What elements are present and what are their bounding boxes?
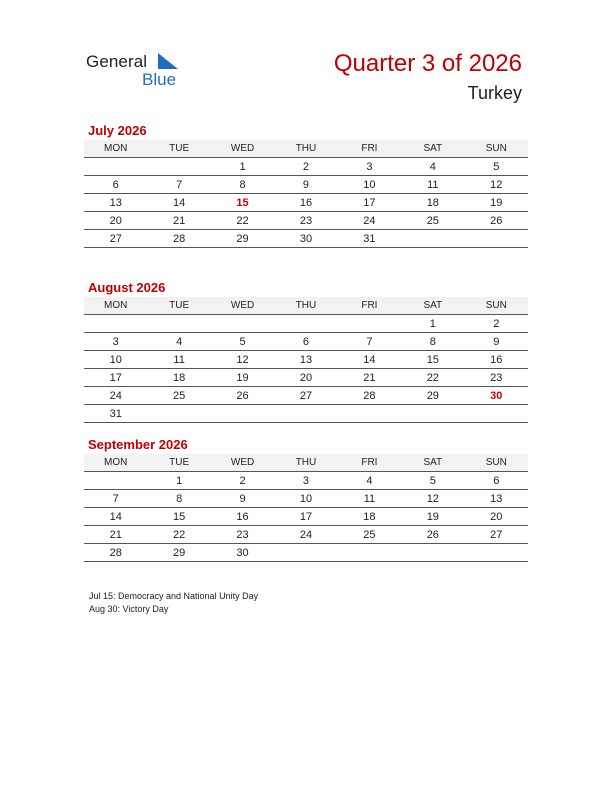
day-cell: 13 xyxy=(84,194,147,212)
day-cell: 11 xyxy=(338,490,401,508)
day-cell: 6 xyxy=(274,333,337,351)
day-cell: 12 xyxy=(401,490,464,508)
day-cell xyxy=(211,405,274,423)
day-cell: 27 xyxy=(465,526,528,544)
day-cell: 19 xyxy=(401,508,464,526)
day-cell: 19 xyxy=(465,194,528,212)
day-cell xyxy=(338,405,401,423)
week-row xyxy=(84,369,528,387)
day-cell: 30 xyxy=(274,230,337,248)
day-cell: 21 xyxy=(84,526,147,544)
day-cell xyxy=(84,472,147,490)
day-cell: 8 xyxy=(147,490,210,508)
day-cell: 5 xyxy=(465,158,528,176)
day-cell: 24 xyxy=(274,526,337,544)
day-cell: 31 xyxy=(84,405,147,423)
month-august xyxy=(84,279,528,423)
day-cell xyxy=(147,315,210,333)
day-cell: 7 xyxy=(147,176,210,194)
logo xyxy=(86,50,186,90)
day-cell: 1 xyxy=(211,158,274,176)
week-row xyxy=(84,158,528,176)
day-cell: 27 xyxy=(274,387,337,405)
day-cell: 22 xyxy=(401,369,464,387)
weekday-header: SAT xyxy=(401,454,464,472)
weekday-header: SUN xyxy=(465,454,528,472)
day-cell: 11 xyxy=(147,351,210,369)
day-cell: 13 xyxy=(274,351,337,369)
day-cell: 9 xyxy=(211,490,274,508)
calendar-grid xyxy=(84,454,528,562)
day-cell: 25 xyxy=(147,387,210,405)
weekday-header: SAT xyxy=(401,297,464,315)
day-cell: 20 xyxy=(274,369,337,387)
day-cell: 29 xyxy=(211,230,274,248)
day-cell: 17 xyxy=(338,194,401,212)
day-cell: 3 xyxy=(84,333,147,351)
week-row xyxy=(84,490,528,508)
week-row xyxy=(84,333,528,351)
holiday-note: Jul 15: Democracy and National Unity Day xyxy=(89,591,259,601)
day-cell: 24 xyxy=(338,212,401,230)
day-cell: 20 xyxy=(465,508,528,526)
weekday-header: SUN xyxy=(465,140,528,158)
day-cell xyxy=(465,544,528,562)
day-cell xyxy=(274,315,337,333)
day-cell: 26 xyxy=(401,526,464,544)
day-cell: 29 xyxy=(401,387,464,405)
calendar-grid xyxy=(84,297,528,423)
day-cell xyxy=(338,315,401,333)
day-cell: 23 xyxy=(211,526,274,544)
day-cell xyxy=(84,158,147,176)
day-cell: 25 xyxy=(401,212,464,230)
day-cell: 6 xyxy=(465,472,528,490)
month-title: September 2026 xyxy=(88,437,188,452)
logo-general-text: General xyxy=(86,52,148,71)
day-cell xyxy=(147,405,210,423)
day-cell: 14 xyxy=(84,508,147,526)
weekday-header: SAT xyxy=(401,140,464,158)
day-cell: 11 xyxy=(401,176,464,194)
day-cell: 16 xyxy=(211,508,274,526)
day-cell: 16 xyxy=(465,351,528,369)
week-row xyxy=(84,212,528,230)
weekday-header: FRI xyxy=(338,297,401,315)
day-cell: 15 xyxy=(401,351,464,369)
day-cell: 1 xyxy=(147,472,210,490)
day-cell: 28 xyxy=(147,230,210,248)
day-cell xyxy=(147,158,210,176)
day-cell: 6 xyxy=(84,176,147,194)
week-row xyxy=(84,508,528,526)
day-cell: 30 xyxy=(465,387,528,405)
day-cell: 21 xyxy=(147,212,210,230)
day-cell: 15 xyxy=(211,194,274,212)
day-cell: 12 xyxy=(465,176,528,194)
day-cell: 18 xyxy=(147,369,210,387)
week-row xyxy=(84,230,528,248)
week-row xyxy=(84,315,528,333)
weekday-header: FRI xyxy=(338,140,401,158)
week-row xyxy=(84,387,528,405)
day-cell xyxy=(211,315,274,333)
day-cell: 9 xyxy=(465,333,528,351)
day-cell: 14 xyxy=(147,194,210,212)
day-cell: 18 xyxy=(338,508,401,526)
day-cell: 2 xyxy=(211,472,274,490)
day-cell: 31 xyxy=(338,230,401,248)
day-cell: 23 xyxy=(465,369,528,387)
day-cell: 7 xyxy=(338,333,401,351)
weekday-header: TUE xyxy=(147,454,210,472)
day-cell: 30 xyxy=(211,544,274,562)
weekday-header: SUN xyxy=(465,297,528,315)
day-cell: 2 xyxy=(465,315,528,333)
weekday-header: WED xyxy=(211,140,274,158)
week-row xyxy=(84,526,528,544)
day-cell xyxy=(401,230,464,248)
month-july xyxy=(84,122,528,248)
weekday-header: MON xyxy=(84,454,147,472)
day-cell xyxy=(338,544,401,562)
day-cell: 24 xyxy=(84,387,147,405)
day-cell: 10 xyxy=(274,490,337,508)
day-cell: 22 xyxy=(211,212,274,230)
day-cell: 22 xyxy=(147,526,210,544)
day-cell: 18 xyxy=(401,194,464,212)
day-cell: 29 xyxy=(147,544,210,562)
weekday-header: WED xyxy=(211,454,274,472)
quarter-title: Quarter 3 of 2026 xyxy=(333,50,522,77)
day-cell xyxy=(274,544,337,562)
weekday-header: FRI xyxy=(338,454,401,472)
day-cell xyxy=(465,230,528,248)
day-cell: 21 xyxy=(338,369,401,387)
day-cell: 8 xyxy=(401,333,464,351)
day-cell: 4 xyxy=(401,158,464,176)
weekday-header: MON xyxy=(84,140,147,158)
calendar-grid xyxy=(84,140,528,248)
day-cell: 27 xyxy=(84,230,147,248)
day-cell: 26 xyxy=(465,212,528,230)
week-row xyxy=(84,194,528,212)
day-cell: 2 xyxy=(274,158,337,176)
weekday-header: THU xyxy=(274,454,337,472)
day-cell: 3 xyxy=(338,158,401,176)
day-cell xyxy=(274,405,337,423)
month-september xyxy=(84,436,528,562)
week-row xyxy=(84,405,528,423)
week-row xyxy=(84,351,528,369)
day-cell xyxy=(465,405,528,423)
weekday-header: TUE xyxy=(147,140,210,158)
day-cell: 4 xyxy=(147,333,210,351)
day-cell: 20 xyxy=(84,212,147,230)
weekday-header: THU xyxy=(274,140,337,158)
country-name: Turkey xyxy=(467,83,522,103)
day-cell: 28 xyxy=(338,387,401,405)
weekday-header: WED xyxy=(211,297,274,315)
day-cell: 25 xyxy=(338,526,401,544)
week-row xyxy=(84,544,528,562)
week-row xyxy=(84,472,528,490)
day-cell: 16 xyxy=(274,194,337,212)
day-cell: 7 xyxy=(84,490,147,508)
day-cell: 5 xyxy=(401,472,464,490)
day-cell: 19 xyxy=(211,369,274,387)
holiday-notes xyxy=(89,590,258,615)
week-row xyxy=(84,176,528,194)
month-title: July 2026 xyxy=(88,123,147,138)
day-cell: 14 xyxy=(338,351,401,369)
day-cell: 3 xyxy=(274,472,337,490)
day-cell: 12 xyxy=(211,351,274,369)
day-cell: 28 xyxy=(84,544,147,562)
weekday-header: THU xyxy=(274,297,337,315)
holiday-note: Aug 30: Victory Day xyxy=(89,603,169,614)
day-cell: 10 xyxy=(338,176,401,194)
weekday-header: TUE xyxy=(147,297,210,315)
day-cell xyxy=(84,315,147,333)
day-cell: 5 xyxy=(211,333,274,351)
day-cell: 10 xyxy=(84,351,147,369)
day-cell: 17 xyxy=(84,369,147,387)
weekday-header: MON xyxy=(84,297,147,315)
logo-flag-icon xyxy=(158,53,180,69)
logo-blue-text: Blue xyxy=(142,70,177,89)
day-cell: 15 xyxy=(147,508,210,526)
day-cell: 13 xyxy=(465,490,528,508)
day-cell: 26 xyxy=(211,387,274,405)
day-cell: 1 xyxy=(401,315,464,333)
day-cell xyxy=(401,544,464,562)
day-cell: 8 xyxy=(211,176,274,194)
month-title: August 2026 xyxy=(88,280,166,295)
day-cell: 17 xyxy=(274,508,337,526)
day-cell xyxy=(401,405,464,423)
day-cell: 4 xyxy=(338,472,401,490)
day-cell: 9 xyxy=(274,176,337,194)
day-cell: 23 xyxy=(274,212,337,230)
